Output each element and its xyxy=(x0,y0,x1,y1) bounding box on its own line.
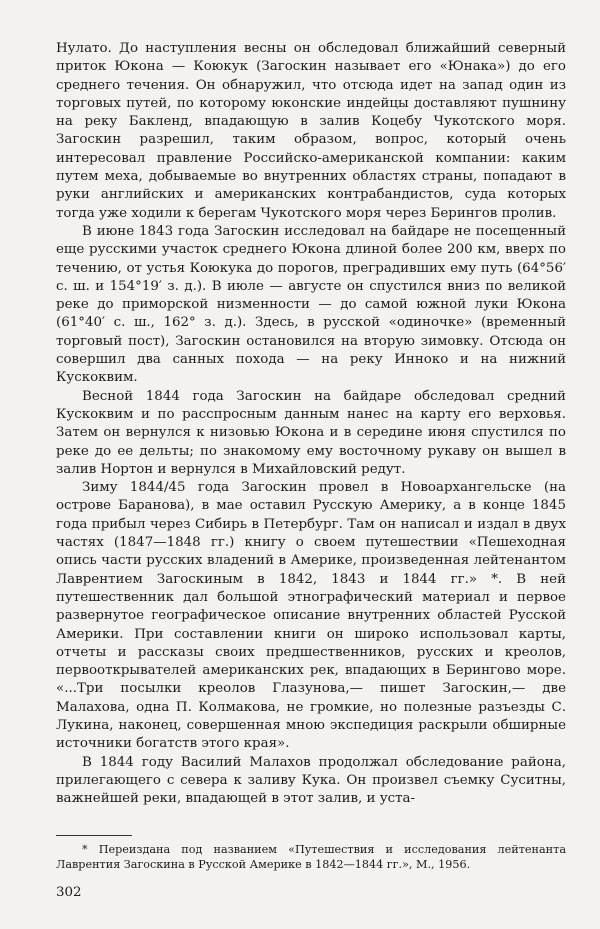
footnote: * Переиздана под названием «Путешествия и исследования лейтенанта Лаврентия Загоскина в Русской Америке в 1842—1844 гг.», М., 1956. xyxy=(56,843,566,871)
footnote-separator xyxy=(56,835,132,836)
main-text xyxy=(56,40,566,808)
paragraph-1: Нулато. До наступления весны он обследовал ближайший северный приток Юкона — Коюкук (Загоскин называет его «Юнака») до его среднего течения. Он обнаружил, что отсюда идет на запад один из торговых путей, по которому юконские индейцы доставляют пушнину на реку Бакленд, впадающую в залив Коцебу Чукотского моря. Загоскин разрешил, таким образом, вопрос, который очень интересовал правление Российско-американской компании: каким путем меха, добываемые во внутренних областях страны, попадают в руки английских и американских контрабандистов, суда которых тогда уже ходили к берегам Чукотского моря через Берингов пролив. xyxy=(56,41,566,221)
paragraph-5: В 1844 году Василий Малахов продолжал обследование района, прилегающего с севера к заливу Кука. Он произвел съемку Суситны, важнейшей реки, впадающей в этот залив, и уста- xyxy=(56,754,566,807)
paragraph-4: Зиму 1844/45 года Загоскин провел в Новоархангельске (на острове Баранова), в мае оставил Русскую Америку, а в конце 1845 года прибыл через Сибирь в Петербург. Там он написал и издал в двух частях (1847—1848 гг.) книгу о своем путешествии «Пешеходная опись части русских владений в Америке, произведенная лейтенантом Лаврентием Загоскиным в 1842, 1843 и 1844 гг.» *. В ней путешественник дал большой этнографический материал и первое развернутое географическое описание внутренних областей Русской Америки. При составлении книги он широко использовал карты, отчеты и рассказы своих предшественников, русских и креолов, первооткрывателей американских рек, впадающих в Берингово море. «...Три посылки креолов Глазунова,— пишет Загоскин,— две Малахова, одна П. Колмакова, не громкие, но полезные разъезды С. Лукина, наконец, совершенная мною экспедиция раскрыли обширные источники богатств этого края». xyxy=(56,480,566,752)
page-number: 302 xyxy=(56,885,82,900)
paragraph-3: Весной 1844 года Загоскин на байдаре обследовал средний Кускоквим и по расспросным данным нанес на карту его верховья. Затем он вернулся к низовью Юкона и в середине июня спустился по реке до ее дельты; по знакомому ему восточному рукаву он вышел в залив Нортон и вернулся в Михайловский редут. xyxy=(56,388,566,477)
paragraph-2: В июне 1843 года Загоскин исследовал на байдаре не посещенный еще русскими участок среднего Юкона длиной более 200 км, вверх по течению, от устья Коюкука до порогов, преградивших ему путь (64°56′ с. ш. и 154°19′ з. д.). В июле — августе он спустился вниз по великой реке до приморской низменности — до самой южной луки Юкона (61°40′ с. ш., 162° з. д.). Здесь, в русской «одиночке» (временный торговый пост), Загоскин остановился на вторую зимовку. Отсюда он совершил два санных похода — на реку Инноко и на нижний Кускоквим. xyxy=(56,223,566,386)
